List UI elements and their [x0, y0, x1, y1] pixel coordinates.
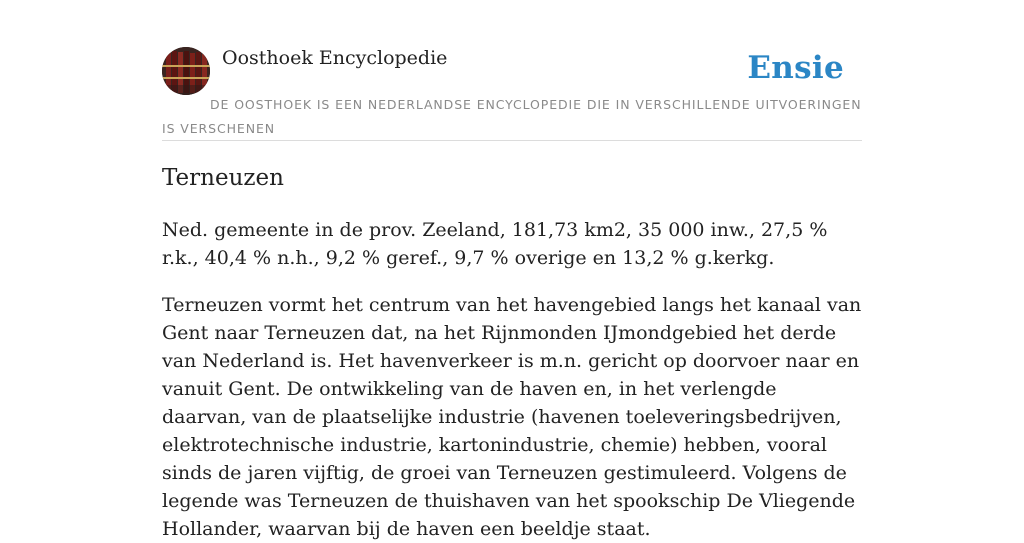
encyclopedia-books-icon[interactable] [162, 47, 210, 95]
article-title: Terneuzen [162, 165, 284, 191]
source-title[interactable]: Oosthoek Encyclopedie [222, 47, 448, 69]
article [162, 160, 862, 543]
article-paragraph: Terneuzen vormt het centrum van het havengebied langs het kanaal van Gent naar Terneuzen dat, na het Rijnmonden IJmondgebied het derde van Nederland is. Het havenverkeer is m.n. gericht op doorvoer naar en vanuit Gent. De ontwikkeling van de haven en, in het verlengde daarvan, van de plaatselijke industrie (havenen toeleveringsbedrijven, elektrotechnische industrie, kartonindustrie, chemie) hebben, vooral sinds de jaren vijftig, de groei van Terneuzen gestimuleerd. Volgens de legende was Terneuzen de thuishaven van het spookschip De Vliegende Hollander, waarvan bij de haven een beeldje staat. [162, 294, 862, 540]
article-paragraph: Ned. gemeente in de prov. Zeeland, 181,73 km2, 35 000 inw., 27,5 % r.k., 40,4 % n.h., 9,2 % geref., 9,7 % overige en 13,2 % g.kerkg. [162, 219, 828, 269]
source-description: DE OOSTHOEK IS EEN NEDERLANDSE ENCYCLOPEDIE DIE IN VERSCHILLENDE UITVOERINGEN IS VERSCHENEN [162, 97, 862, 136]
brand-logo[interactable]: Ensie [747, 50, 844, 86]
site-header [162, 46, 862, 141]
